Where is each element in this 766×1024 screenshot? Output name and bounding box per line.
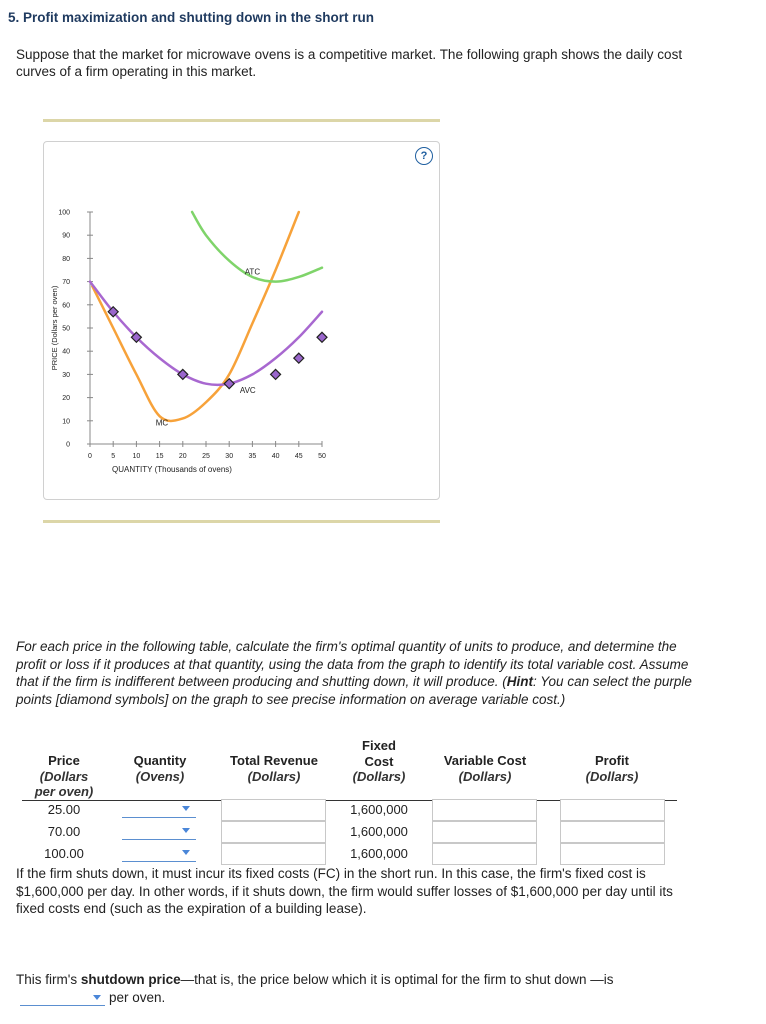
header-price [22, 753, 106, 800]
y-tick-label: 10 [62, 418, 70, 426]
header-total-revenue [214, 753, 334, 784]
x-tick-label: 0 [88, 453, 92, 460]
y-tick-label: 30 [62, 371, 70, 379]
avc-point[interactable] [271, 369, 281, 379]
x-axis-label: QUANTITY (Thousands of ovens) [112, 465, 232, 474]
profit-input-3[interactable] [560, 843, 665, 865]
chevron-down-icon [93, 995, 101, 1000]
header-profit [552, 753, 672, 784]
header-fixed-cost-unit: (Dollars) [352, 769, 406, 784]
header-quantity-label: Quantity [133, 753, 187, 768]
quantity-dropdown-2[interactable] [122, 823, 196, 840]
shutdown-price-dropdown[interactable] [20, 991, 105, 1006]
instructions-text: For each price in the following table, calculate the firm's optimal quantity of units to produce, and determine the profit or loss if it produces at that quantity, using the data from the graph to identify its total variable cost. Assume that if the firm is indifferent between producing and shutting down, it will produce. ( [16, 639, 689, 689]
avc-point[interactable] [294, 353, 304, 363]
question-heading: 5. Profit maximization and shutting down in the short run [8, 10, 375, 25]
x-tick-label: 25 [202, 453, 210, 460]
avc-curve-label: AVC [239, 385, 256, 395]
fixed-cost-cell-2: 1,600,000 [350, 824, 408, 839]
price-cell-3: 100.00 [44, 846, 84, 861]
y-tick-label: 60 [62, 302, 70, 310]
profit-input-2[interactable] [560, 821, 665, 843]
atc-curve-label: ATC [244, 267, 261, 277]
x-tick-label: 10 [132, 453, 141, 460]
price-cell-1: 25.00 [47, 802, 81, 817]
fixed-cost-cell-1: 1,600,000 [350, 802, 408, 817]
shutdown-question-suffix: per oven. [109, 989, 166, 1005]
header-total-revenue-label: Total Revenue [230, 753, 318, 768]
variable-cost-input-3[interactable] [432, 843, 537, 865]
header-price-unit: (Dollars per oven) [34, 768, 94, 799]
total-revenue-input-3[interactable] [221, 843, 326, 865]
chevron-down-icon [182, 828, 190, 833]
fixed-cost-cell-3: 1,600,000 [350, 846, 408, 861]
x-tick-label: 40 [271, 453, 280, 460]
help-icon[interactable]: ? [415, 147, 433, 165]
quantity-dropdown-3[interactable] [122, 845, 196, 862]
x-tick-label: 50 [318, 453, 326, 460]
instructions [16, 638, 696, 708]
shutdown-question-prefix: This firm's [16, 972, 81, 987]
mc-curve-label: MC [155, 418, 169, 428]
graph-panel [43, 141, 440, 500]
avc-point[interactable] [317, 332, 327, 342]
divider-top [43, 119, 440, 122]
header-fixed-cost [340, 738, 418, 785]
header-fixed-cost-label: Fixed Cost [362, 738, 396, 769]
hint-label: Hint [506, 674, 534, 689]
question-intro: Suppose that the market for microwave ovens is a competitive market. The following graph shows the daily cost curves of a firm operating in this market. [16, 47, 683, 79]
total-revenue-input-1[interactable] [221, 799, 326, 821]
divider-bottom [43, 520, 440, 523]
header-profit-label: Profit [595, 753, 629, 768]
x-tick-label: 15 [155, 453, 164, 460]
shutdown-question-mid: —that is, the price below which it is optimal for the firm to shut down —is [180, 972, 614, 987]
header-quantity-unit: (Ovens) [135, 768, 185, 784]
x-tick-label: 45 [294, 453, 303, 460]
y-tick-label: 50 [62, 325, 70, 333]
header-variable-cost [425, 753, 545, 784]
header-total-revenue-unit: (Dollars) [247, 768, 301, 784]
header-variable-cost-label: Variable Cost [443, 753, 527, 768]
shutdown-explanation: If the firm shuts down, it must incur its fixed costs (FC) in the short run. In this case, the firm's fixed cost is $1,600,000 per day. In other words, if it shuts down, the firm would suffer losses of $1,600,000 per day until its fixed costs end (such as the expiration of a building lease). [16, 866, 673, 916]
price-cell-2: 70.00 [47, 824, 81, 839]
chevron-down-icon [182, 806, 190, 811]
y-tick-label: 100 [58, 209, 70, 217]
header-price-label: Price [48, 753, 80, 768]
y-tick-label: 20 [62, 395, 70, 403]
x-tick-label: 30 [225, 453, 234, 460]
shutdown-question [16, 971, 696, 1006]
y-tick-label: 40 [62, 348, 70, 356]
instructions-hint-text: : You can select the purple points [diamond symbols] on the graph to see precise information on average variable cost.) [16, 674, 692, 707]
chevron-down-icon [182, 850, 190, 855]
cost-curves-chart [44, 142, 439, 499]
total-revenue-input-2[interactable] [221, 821, 326, 843]
y-tick-label: 80 [62, 255, 70, 263]
variable-cost-input-1[interactable] [432, 799, 537, 821]
header-profit-unit: (Dollars) [585, 768, 639, 784]
mc-curve [92, 212, 298, 421]
x-tick-label: 35 [248, 453, 257, 460]
x-tick-label: 5 [111, 453, 116, 460]
y-tick-label: 70 [62, 279, 70, 287]
quantity-dropdown-1[interactable] [122, 801, 196, 818]
y-tick-label: 90 [62, 232, 70, 240]
avc-curve [90, 282, 322, 385]
shutdown-price-term: shutdown price [80, 972, 181, 987]
y-axis-label: PRICE (Dollars per oven) [50, 285, 59, 371]
variable-cost-input-2[interactable] [432, 821, 537, 843]
y-tick-label: 0 [66, 441, 70, 449]
header-variable-cost-unit: (Dollars) [458, 768, 512, 784]
profit-input-1[interactable] [560, 799, 665, 821]
header-quantity [117, 753, 203, 784]
x-tick-label: 20 [178, 453, 187, 460]
